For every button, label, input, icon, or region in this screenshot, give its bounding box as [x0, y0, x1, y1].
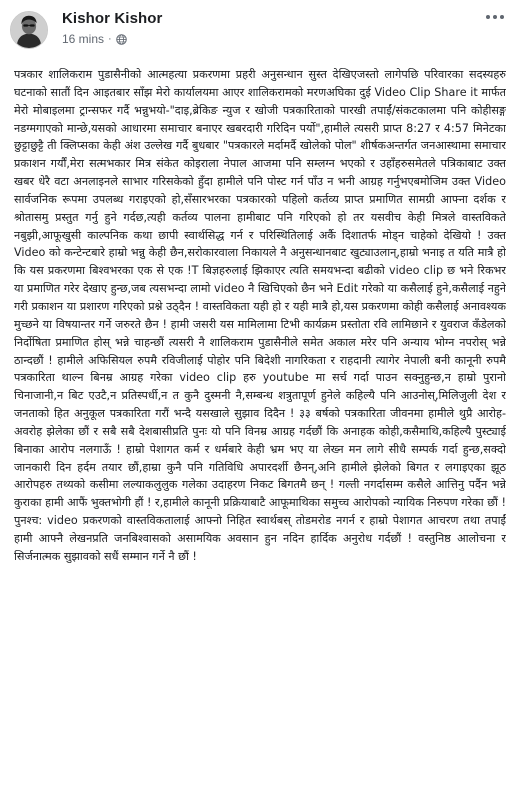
post-meta	[62, 32, 127, 46]
author-name[interactable]: Kishor Kishor	[62, 10, 163, 27]
post-text: पत्रकार शालिकराम पुडासैनीको आत्महत्या प्रकरणमा प्रहरी अनुसन्धान सुस्त देखिएजस्तो लागेपछि परिवारका सदस्यहरु घटनाको सातौं दिन आइतबार साँझ मेरो कार्यालयमा आएर शालिकरामको मरणअघिका दुई Video Clip Share it मार्फत मेरो मोबाइलमा ट्रान्सफर गर्दै भन्नुभयो-"दाइ,ब्रेकिङ न्युज र खोजी पत्रकारिताको पारखी तपाईं/संकटकालमा पनि कोहीसङ्ग नडग्मगाएको मान्छे,यसको आधारमा समाचार बनाएर खबरदारी गरिदिन पर्यो",हामीले त्यसरी प्राप्त 8:27 र 4:57 मिनेटका छुट्टाछुट्टै ती क्लिप्सका केही अंश उल्लेख गर्दै बुधबार "पत्रकारले मर्दामर्दै खोलेको पोल" शीर्षकअन्तर्गत जनआस्थामा समाचार प्रकाशन गर्यौं,मेरा सत्मभकार मित्र संकेत कोइराला नेपाल आजमा पनि सम्लग्न भएको र उहाँहरुसमेतले पत्रिकाबाट उक्त खबर धेरै वटा अनलाइनले साभार गरिसकेको हुँदा हामीले पनि पोस्ट गर्न पाँउ न भनी आग्रह गर्नुभएबमोजिम उक्त Video सार्वजनिक रूपमा उपलब्ध गराइएको हो,सँसारभरका पत्रकारको पहिलो कर्तव्य प्राप्त प्रमाणित सामग्री आफ्ना दर्शक र श्रोतासमु प्रस्तुत गर्नु हुने गर्दछ,त्यही कर्तव्य पालना हामीबाट पनि गरिएको हो तर यसवीच केही मित्रले वास्तविकते नबुझी,आफूखुसी काल्पनिक कथा छापी स्वार्थसिद्ध गर्न र परिस्थितिलाई अर्कै दिशातर्फ मोड्न चाहेको देखियो ! उक्त Video को कन्टेन्टबारे हाम्रो भन्नु केही छैन,सरोकारवाला निकायले नै अनुसन्धानबाट खुट्याउलान्,हाम्रो भनाइ त यति मात्रै हो कि यस प्रकरणमा बिश्वभरका एक से एक !T बिज्ञहरुलाई झिकाएर त्यति समयभन्दा बढीको video clip छ भने रिकभर या प्रमाणित गरेर देखाए हुन्छ,जब त्यसभन्दा लामो video नै खिचिएको छैन भने Edit गरेको या कसैलाई हुने,कसैलाई नहुने गरी प्रकाशन या प्रशारण गरिएको प्रश्ने उठ्दैन ! वास्तविकता यही हो र यही मात्रै हो,यस प्रकरणमा कोही कसैलाई अनावश्यक मुच्छने या विषयान्तर गर्ने जरुरते छैन ! हामी जसरी यस मामिलामा टिभी कार्यक्रम प्रस्तोता रवि लामिछाने र युवराज कँडेलको निर्दोषिता प्रमाणित होस् भन्ने चाहन्छौं त्यसरी नै शालिकराम पुडासैनीले समेत अकाल मरेर पनि अन्याय भोग्न नपरोस् भन्ने ठान्दछौं ! हामीले अफिसियल रुपमै रविजीलाई पोहोर पनि बिदेशी नागरिकता र राहदानी त्यागेर नेपाली बनी कानूनी रुपमै पत्रकारिता थाल्न बिनम्र आग्रह गरेका video clip हरु youtube मा सर्च गर्दा पाउन सक्नुहुन्छ,न हाम्रो पुरानो चिनाजानी,न बिट एउटै,न प्रतिस्पर्धी,न त कुनै दुस्मनी नै,सम्बन्ध शत्रुतापूर्ण हुनेले कहिल्यै पनि आउनोस्,मिलिजुली देश र जनताको हित अनुकूल पत्रकारिता गरौं भन्दै यसखाले सुझाव दिदैन ! ३३ बर्षको पत्रकारिता जीवनमा हामीले थुप्रै आरोह-अवरोह झेलेका छौं र सबै सबै देशबासीप्रति पुनः यो पनि विनम्र आग्रह गर्दछौं कि अनाहक कोही,कसैमाथि,कहिल्यै पुस्ट्याई बिनाका आरोप नलगाऊँ ! हाम्रो पेशागत कर्म र धर्मबारे केही भ्रम भए या लेख्न मन लागे सीधै सम्पर्क गर्दा हुन्छ,सक्दो जानकारी दिन हर्दम तयार छौं,हाम्रा कुनै पनि गतिविधि अपारदर्शी छैनन्,अनि हामीले झेलेको बिगत र लगाइएका झूठ आरोपहरु तथ्यको कसीमा लल्याकलुलुक गलेका उदाहरण निकट बिगतमै छन् ! गल्ती नगर्दासम्म कसैले आत्तिनु पर्दैन भन्ने कुराका हामी आफैं भुक्तभोगी हौं ! र,हामीले कानूनी प्रक्रियाबाटै आफूमाथिका समुच्च आरोपको न्यायिक निरुपण गरेका छौं ! पुनश्च: video प्रकरणको वास्तविकतालाई आफ्नो निहित स्वार्थबस् तोडमरोड नगर्न र हाम्रो पेशागत आचरण तथा तपाईं हामी आफ्नै लेखनप्रति जनबिश्वासको असामयिक अवसान हुन नदिन हार्दिक अनुरोध गर्दछौं ! वस्तुनिष्ठ आलोचना र सिर्जनात्मक सुझावको सधैं सम्मान गर्ने नै छौं !	[14, 68, 506, 563]
more-options-icon[interactable]	[484, 10, 506, 24]
post-body	[14, 66, 506, 788]
avatar-image	[11, 12, 47, 48]
post-timestamp[interactable]: 16 mins	[62, 32, 105, 46]
globe-icon[interactable]	[116, 34, 127, 45]
author-avatar[interactable]	[10, 11, 48, 49]
meta-separator: ·	[108, 33, 112, 45]
post-header	[0, 0, 520, 70]
